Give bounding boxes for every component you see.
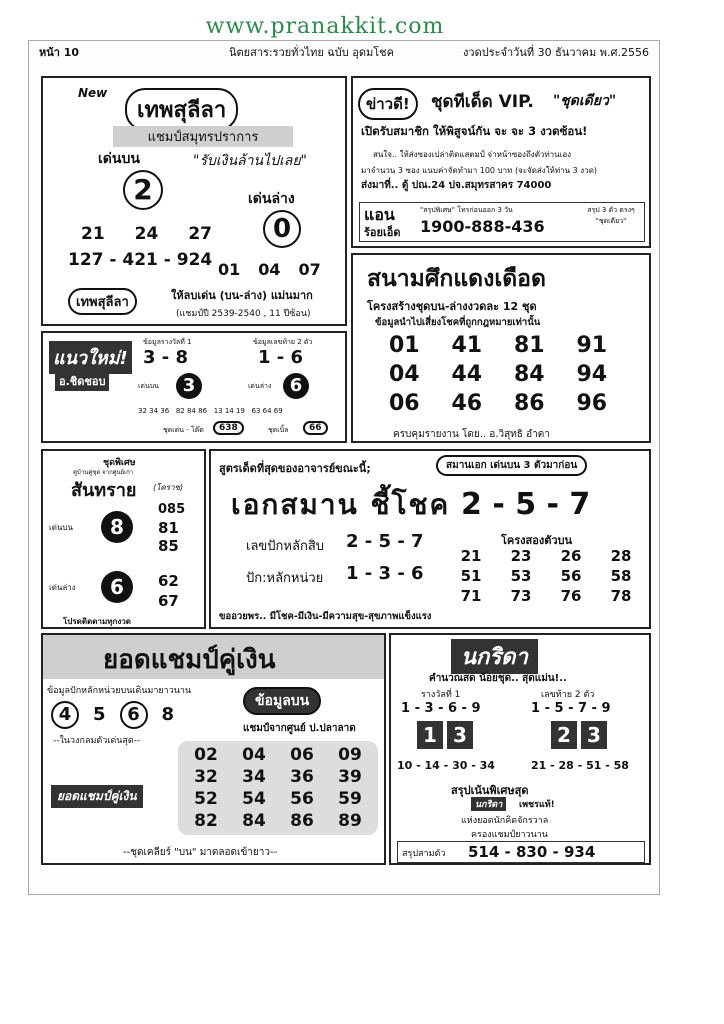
magazine-title: นิตยสาร:รวยทั่วไทย ฉบับ อุดมโชค — [229, 46, 394, 59]
title: นกริดา — [451, 639, 538, 674]
number: 62 — [158, 572, 179, 590]
number: 44 — [451, 362, 483, 387]
number: 34 — [242, 767, 266, 787]
site-url: www.pranakkit.com — [205, 14, 445, 39]
title: เอกสมาน ชี้โชค — [231, 488, 451, 521]
number: 01 — [218, 260, 241, 279]
number: 59 — [338, 789, 362, 809]
number: 09 — [338, 745, 362, 765]
box-naew-mai — [41, 331, 347, 443]
logo: นกริดา — [471, 797, 506, 811]
logo2: อ.ชิดชอบ — [55, 371, 109, 391]
number: 52 — [194, 789, 218, 809]
number: 81 — [513, 333, 545, 358]
phone-label: "สรุปพิเศษ" โทรก่อนออก 3 วัน — [420, 206, 513, 214]
number: 82 — [194, 811, 218, 831]
digit: 8 — [161, 704, 175, 725]
number: 56 — [560, 567, 582, 585]
number: 27 — [188, 224, 213, 244]
sub1: โครงสร้างชุดบน-ล่างงวดละ 12 ชุด — [367, 300, 537, 313]
number: 28 — [610, 547, 632, 565]
footer: ขออวยพร.. มีโชค-มีเงิน-มีความสุข-สุขภาพแข็งแรง — [219, 611, 432, 622]
number: 67 — [158, 592, 179, 610]
digit-circled: 6 — [120, 701, 148, 729]
line2: สนใจ.. ให้ส่งซองเปล่าติดแสตมป์ จ่าหน้าซองถึงตัวท่านเอง — [373, 150, 572, 159]
number: 86 — [290, 811, 314, 831]
footer: --ชุดเคลียร์ "บน" มาตลอดเข้ายาว-- — [123, 847, 278, 858]
label2: เลขท้าย 2 ตัว — [541, 690, 595, 700]
line3: แห่งยอดนักคิดจักรวาล — [461, 816, 549, 826]
numbers2: 21 - 28 - 51 - 58 — [531, 759, 629, 772]
bottom-digit: 0 — [263, 210, 301, 248]
number: 06 — [290, 745, 314, 765]
box-nok-rida — [389, 633, 651, 865]
numbers-grid — [446, 547, 646, 605]
bottom-label: เด่นล่าง — [49, 583, 76, 592]
subtitle: คำนวณสด น้อยชุด.. สุดแม่น!.. — [429, 673, 567, 684]
final-panel — [397, 841, 645, 863]
number: 58 — [610, 567, 632, 585]
digit: 3 — [447, 721, 473, 749]
champ: แชมป์จากศูนย์ ป.ปลาลาด — [243, 723, 356, 734]
number: 04 — [388, 362, 420, 387]
value1: 3 - 8 — [143, 347, 189, 368]
box-ek-saman — [209, 449, 651, 629]
badge: สมานเอก เด่นบน 3 ตัวมาก่อน — [436, 455, 587, 476]
side-label: ยอดแชมป์คู่เงิน — [51, 785, 143, 808]
number: 85 — [158, 537, 179, 555]
box-thep-sulila — [41, 76, 347, 326]
number: 26 — [560, 547, 582, 565]
number: 53 — [510, 567, 532, 585]
number: 91 — [576, 333, 608, 358]
number: 84 — [513, 362, 545, 387]
bottom-digit: 6 — [283, 373, 309, 399]
main-numbers: 2 - 5 - 7 — [461, 487, 591, 522]
bottom-label: เด่นล่าง — [248, 191, 295, 207]
numbers1: 10 - 14 - 30 - 34 — [397, 759, 495, 772]
row1-numbers — [81, 224, 212, 244]
digit: 5 — [93, 704, 106, 725]
box-sanam-suek — [351, 253, 651, 443]
box-yod-champ — [41, 633, 386, 865]
number: 085 — [158, 502, 186, 517]
number: 04 — [242, 745, 266, 765]
bottom-label: เด่นล่าง — [248, 382, 272, 390]
phone-panel — [359, 202, 645, 242]
number: 84 — [242, 811, 266, 831]
row2-numbers: 127 - 421 - 924 — [68, 250, 213, 270]
numbers-grid — [373, 333, 623, 416]
number: 94 — [576, 362, 608, 387]
number: 56 — [290, 789, 314, 809]
box-vip — [351, 76, 651, 248]
badge: ข้อมูลบน — [243, 687, 321, 715]
draw-date: งวดประจำวันที่ 30 ธันวาคม พ.ศ.2556 — [463, 46, 649, 59]
set2-value: 66 — [303, 421, 328, 435]
set1-value: 638 — [213, 421, 244, 435]
tagline: "รับเงินล้านไปเลย" — [193, 153, 307, 169]
header: สูตรเด็ดที่สุดของอาจารย์ขณะนี้; — [219, 462, 371, 475]
logo: แอน — [364, 205, 395, 224]
grid-title: โครงสองตัวบน — [501, 534, 573, 547]
numbers-grid — [178, 741, 378, 835]
number: 06 — [388, 391, 420, 416]
brand-title: เทพสุลีลา — [125, 88, 238, 131]
brand-small: เทพสุลีลา — [68, 288, 137, 315]
number-strip: 32 34 36 82 84 86 13 14 19 63 64 69 — [138, 407, 283, 415]
line3: มาจำนวน 3 ซอง แนบค่าจัดทำมา 100 บาท (จะจัดส่งให้ท่าน 3 งวด) — [361, 166, 598, 175]
number: 21 — [460, 547, 482, 565]
value1: 1 - 3 - 6 - 9 — [401, 701, 481, 716]
side-note: สรุป 3 ตัว ตรงๆ "ชุดเดียว" — [587, 206, 635, 225]
label2: ข้อมูลเลขท้าย 2 ตัว — [253, 338, 313, 346]
digits — [51, 701, 174, 729]
number: 41 — [451, 333, 483, 358]
digit: 1 — [417, 721, 443, 749]
top-digit: 2 — [123, 170, 163, 210]
final-numbers: 514 - 830 - 934 — [468, 843, 596, 861]
footer: ครบคุมรายงาน โดย.. อ.วิสุทธิ อำตา — [393, 429, 550, 440]
ring-note: --ในวงกลมตัวเด่นสุด-- — [53, 736, 141, 746]
subtitle: แชมป์สมุทรปราการ — [113, 126, 293, 147]
number: 04 — [258, 260, 281, 279]
sub2: ข้อมูลนำไปเสี่ยงโชคที่ถูกกฎหมายเท่านั้น — [375, 317, 541, 328]
number: 78 — [610, 587, 632, 605]
number: 46 — [451, 391, 483, 416]
title: สนามศึกแดงเดือด — [367, 266, 546, 292]
top-label: เด่นบน — [98, 151, 140, 167]
logo2: ร้อยเอ็ด — [364, 226, 401, 239]
line4: ส่งมาที่.. ตู้ ปณ.24 ปจ.สมุทรสาคร 74000 — [361, 180, 552, 191]
logo: แนวใหม่! — [49, 341, 132, 374]
value2: 1 - 3 - 6 — [346, 563, 424, 584]
number: 73 — [510, 587, 532, 605]
logo2: เพชรแท้! — [519, 800, 555, 810]
magazine-page — [28, 40, 660, 895]
number: 39 — [338, 767, 362, 787]
phone-number[interactable]: 1900-888-436 — [420, 217, 545, 236]
number: 51 — [460, 567, 482, 585]
title: ยอดแชมป์คู่เงิน — [43, 635, 386, 679]
set2-label: ชุดเบิ้ล — [268, 426, 289, 434]
tag2: คู่บ้านคู่ชุด จากศูนย์เก่า — [73, 469, 134, 476]
label1: รางวัลที่ 1 — [421, 690, 461, 700]
number: 89 — [338, 811, 362, 831]
line4: ครองแชมป์ยาวนาน — [471, 830, 548, 840]
tag: ชุดพิเศษ — [103, 458, 136, 468]
digit: 2 — [551, 721, 577, 749]
number: 54 — [242, 789, 266, 809]
top-numbers — [158, 501, 185, 555]
summary: สรุปเน้นพิเศษสุด — [451, 784, 529, 797]
page-number: หน้า 10 — [39, 46, 80, 59]
value2: 1 - 6 — [258, 347, 304, 368]
big-digits-1 — [417, 721, 473, 749]
number: 86 — [513, 391, 545, 416]
set1-label: ชุดเด่น - โต๊ด — [163, 426, 204, 434]
number: 07 — [298, 260, 321, 279]
label2: ปัก:หลักหน่วย — [246, 571, 324, 586]
digit-circled: 4 — [51, 701, 79, 729]
footer: โปรดติดตามทุกงวด — [63, 617, 131, 626]
label1: เลขปักหลักสิบ — [246, 539, 325, 554]
news-badge: ข่าวดี! — [358, 88, 418, 120]
title: สันทราย — [71, 480, 137, 501]
number: 02 — [194, 745, 218, 765]
number: 23 — [510, 547, 532, 565]
note2: (แชมป์ปี 2539-2540 , 11 ปีซ้อน) — [176, 309, 311, 319]
subtitle: ข้อมูลปักหลักหน่วยบนเดินมายาวนาน — [47, 686, 192, 696]
label1: ข้อมูลรางวัลที่ 1 — [143, 338, 192, 346]
note: ให้ลบเด่น (บน-ล่าง) แม่นมาก — [171, 289, 313, 302]
number: 71 — [460, 587, 482, 605]
digit: 3 — [581, 721, 607, 749]
title-sub: (โคราช) — [153, 483, 184, 492]
number: 21 — [81, 224, 105, 244]
new-label: New — [78, 86, 108, 100]
top-label: เด่นบน — [49, 523, 73, 532]
value2: 1 - 5 - 7 - 9 — [531, 701, 611, 716]
bottom-digit: 6 — [101, 571, 133, 603]
number: 24 — [134, 224, 159, 244]
big-digits-2 — [551, 721, 607, 749]
line1: เปิดรับสมาชิก ให้พิสูจน์กัน จะ จะ 3 งวดซ้อน! — [361, 124, 588, 138]
number: 81 — [158, 519, 179, 537]
number: 36 — [290, 767, 314, 787]
top-digit: 8 — [101, 511, 133, 543]
box-san-sai — [41, 449, 206, 629]
bottom-numbers — [158, 571, 179, 611]
top-digit: 3 — [176, 373, 202, 399]
number: 96 — [576, 391, 608, 416]
top-label: เด่นบน — [138, 382, 159, 390]
row3-numbers — [218, 260, 321, 279]
vip-title: ชุดทีเด็ด VIP. — [431, 92, 534, 112]
number: 76 — [560, 587, 582, 605]
number: 32 — [194, 767, 218, 787]
vip-quote: "ชุดเดียว" — [553, 93, 617, 109]
final-label: สรุปสามตัว — [402, 849, 446, 859]
number: 01 — [388, 333, 420, 358]
value1: 2 - 5 - 7 — [346, 531, 424, 552]
